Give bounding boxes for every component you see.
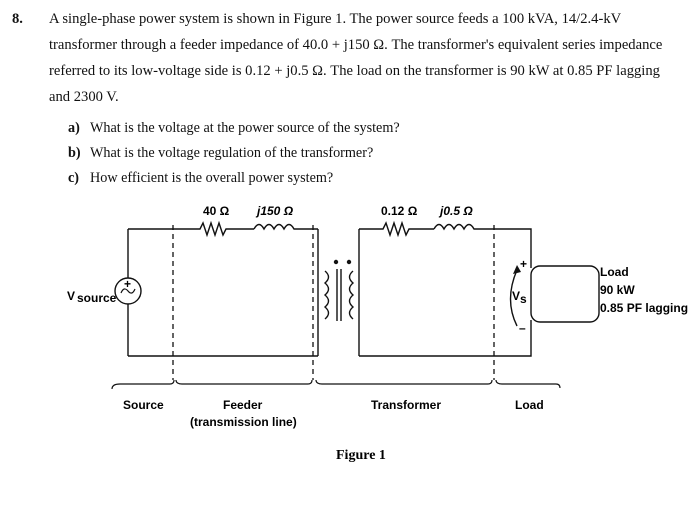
load-box	[531, 266, 599, 322]
load-label-line3: 0.85 PF lagging	[600, 301, 689, 315]
v-source-main: V	[67, 289, 76, 303]
figure-caption: Figure 1	[336, 448, 386, 463]
section-source-label: Source	[123, 398, 164, 412]
part-a: a) What is the voltage at the power source of the system?	[68, 120, 400, 136]
vs-plus: +	[520, 257, 528, 271]
vs-minus: –	[519, 321, 526, 335]
brace-feeder	[176, 380, 312, 384]
vs-main: V	[512, 289, 521, 303]
source-plus: +	[124, 277, 132, 291]
part-c: c) How efficient is the overall power system?	[68, 170, 334, 186]
problem-line-4: and 2300 V.	[49, 89, 119, 105]
section-transformer-label: Transformer	[371, 398, 442, 412]
xfmr-x-label: j0.5 Ω	[440, 204, 473, 218]
problem-line-1: A single-phase power system is shown in Figure 1. The power source feeds a 100 kVA, 14/2.4-kV	[49, 11, 622, 27]
polarity-dot-icon	[347, 260, 351, 264]
primary-winding	[325, 271, 329, 319]
polarity-dot-icon	[334, 260, 338, 264]
problem-line-2: transformer through a feeder impedance of 40.0 + j150 Ω. The transformer's equivalent series impedance	[49, 37, 663, 53]
brace-transformer	[316, 380, 492, 384]
feeder-inductor	[254, 225, 318, 230]
xfmr-resistor	[382, 223, 434, 235]
part-b: b) What is the voltage regulation of the transformer?	[68, 145, 374, 161]
load-label-line1: Load	[600, 265, 629, 279]
secondary-winding	[350, 271, 354, 319]
secondary-wires	[359, 229, 497, 356]
xfmr-r-label: 0.12 Ω	[381, 204, 418, 218]
vs-sub: s	[520, 292, 527, 306]
section-load-label: Load	[515, 398, 544, 412]
problem-number: 8.	[12, 11, 23, 27]
xfmr-inductor	[434, 225, 497, 230]
feeder-r-label: 40 Ω	[203, 204, 230, 218]
problem-line-3: referred to its low-voltage side is 0.12 + j0.5 Ω. The load on the transformer is 90 kW at 0.85 PF lagging	[49, 63, 660, 79]
brace-source	[112, 380, 174, 389]
feeder-x-label: j150 Ω	[257, 204, 294, 218]
load-label-line2: 90 kW	[600, 283, 635, 297]
v-source-sub: source	[77, 291, 117, 305]
feeder-resistor	[199, 223, 254, 235]
section-feeder-sub-label: (transmission line)	[190, 415, 297, 429]
section-feeder-label: Feeder	[223, 398, 263, 412]
brace-load	[496, 380, 560, 388]
